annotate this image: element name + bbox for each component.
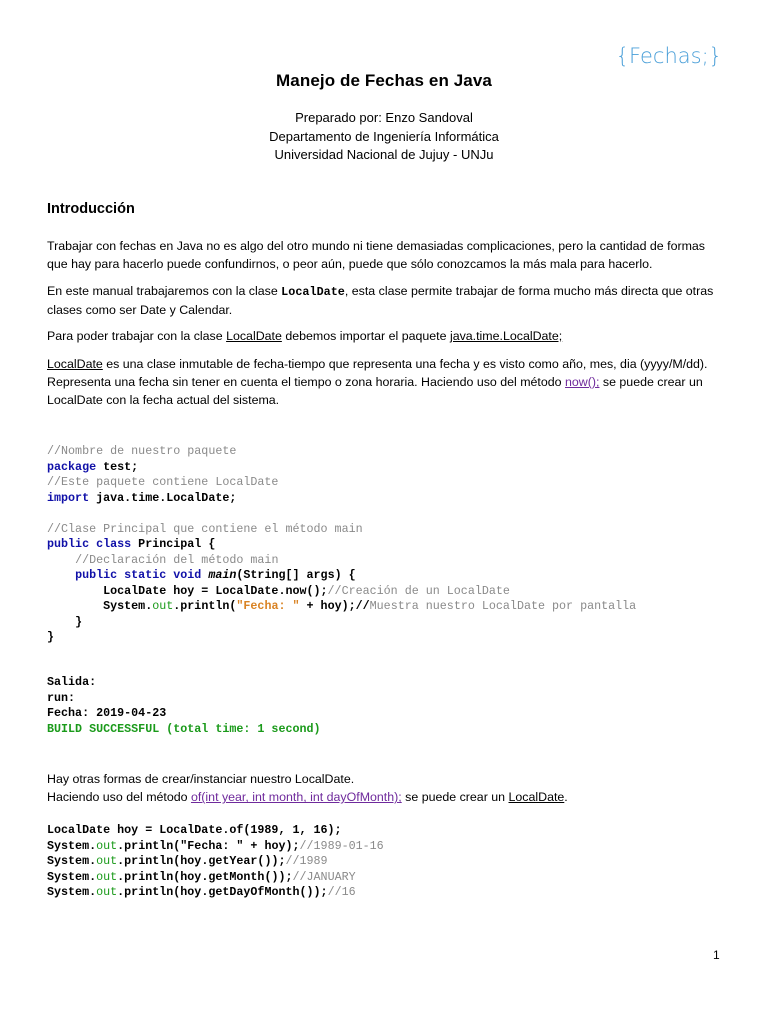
code-string: "Fecha: "	[236, 599, 300, 613]
p3-class-name: LocalDate	[226, 329, 282, 343]
p5-middle: se puede crear un	[401, 790, 509, 805]
page-number: 1	[713, 948, 720, 962]
code-text: System.	[47, 869, 97, 884]
code-comment: //Declaración del método main	[75, 552, 279, 567]
p5-class-name: LocalDate	[508, 790, 565, 805]
section-heading-introduccion: Introducción	[47, 201, 135, 217]
p5-method: of(int year, int month, int dayOfMonth);	[190, 790, 402, 805]
code-text: (String[] args) {	[236, 568, 356, 582]
inline-code-localdate: LocalDate	[281, 285, 345, 299]
code-text: + hoy);//	[299, 599, 370, 613]
code-text: System.	[47, 838, 97, 853]
code-text: .println("Fecha: " + hoy);	[117, 838, 300, 853]
code-field-out: out	[152, 599, 174, 613]
code-field-out: out	[96, 885, 118, 899]
code-comment: Muestra nuestro LocalDate por pantalla	[369, 599, 637, 613]
paragraph-intro: Trabajar con fechas en Java no es algo del otro mundo ni tiene demasiadas complicaciones, pero la cantidad de formas que hay para hacerlo puede confundirnos, o peor aún, puede que sólo conozcamos la más mala para hacerlo.	[47, 239, 706, 272]
code-method-name: main	[208, 568, 237, 582]
code-comment: //Clase Principal que contiene el método main	[47, 521, 363, 536]
code-comment: //16	[327, 885, 356, 899]
prepared-by: Preparado por: Enzo Sandoval	[295, 110, 473, 125]
code-keyword: package	[47, 459, 97, 474]
code-text: System.	[47, 885, 97, 899]
p5-line1: Hay otras formas de crear/instanciar nuestro LocalDate.	[47, 772, 355, 786]
output-block	[47, 675, 321, 737]
p4-after: se puede crear un LocalDate con la fecha actual del sistema.	[47, 375, 703, 408]
department: Departamento de Ingeniería Informática	[269, 128, 499, 144]
p5-before: Haciendo uso del método	[47, 790, 191, 805]
code-block-main	[47, 444, 636, 646]
paragraph-localdate-description	[47, 355, 723, 410]
code-text: java.time.LocalDate;	[89, 490, 237, 505]
output-build-status: BUILD SUCCESSFUL (total time: 1 second)	[47, 721, 321, 736]
code-text: Principal {	[131, 537, 216, 551]
code-field-out: out	[96, 838, 118, 853]
author-block	[0, 109, 768, 165]
code-comment: //Este paquete contiene LocalDate	[47, 475, 279, 489]
p5-after: .	[564, 790, 568, 805]
code-comment: //Nombre de nuestro paquete	[47, 444, 237, 458]
code-text: .println(	[173, 599, 237, 613]
paragraph-other-forms	[47, 770, 723, 806]
code-comment: //1989	[285, 854, 328, 868]
code-text: .println(hoy.getMonth());	[117, 869, 293, 884]
p2-before: En este manual trabajaremos con la clase	[47, 284, 282, 298]
p4-text: es una clase inmutable de fecha-tiempo que representa una fecha y es visto como año, mes, dia (yyyy/M/dd). Representa una fecha sin tener en cuenta el tiempo o zona horaria. Haciendo uso del método	[47, 357, 708, 390]
p3-before: Para poder trabajar con la clase	[47, 329, 227, 343]
p4-method: now();	[565, 375, 600, 390]
p3-package: java.time.LocalDate;	[449, 329, 563, 343]
paragraph-import	[47, 327, 723, 345]
code-text: LocalDate hoy = LocalDate.of(1989, 1, 16);	[47, 823, 342, 837]
code-block-of	[47, 823, 384, 901]
code-text: test;	[96, 459, 139, 474]
paragraph-localdate-class	[47, 282, 723, 319]
code-comment: //JANUARY	[292, 869, 356, 884]
code-text: .println(hoy.getDayOfMonth());	[117, 885, 328, 899]
output-fecha: Fecha: 2019-04-23	[47, 706, 167, 720]
p3-middle: debemos importar el paquete	[281, 329, 450, 343]
code-text: LocalDate hoy = LocalDate.now();	[103, 583, 328, 598]
code-text: System.	[103, 599, 153, 613]
p2-after: , esta clase permite trabajar de forma mucho más directa que otras clases como ser Date y Calendar.	[47, 284, 714, 318]
header-tag: {Fechas;}	[615, 44, 722, 68]
code-text: System.	[47, 854, 97, 868]
code-keyword: public static void	[75, 568, 202, 582]
code-field-out: out	[96, 854, 118, 868]
code-text: }	[47, 630, 55, 644]
code-text: }	[75, 614, 83, 629]
university: Universidad Nacional de Jujuy - UNJu	[274, 147, 494, 162]
code-keyword: public class	[47, 537, 132, 551]
p4-class-name: LocalDate	[47, 357, 103, 371]
code-comment: //1989-01-16	[299, 838, 384, 853]
output-run: run:	[47, 690, 76, 705]
code-field-out: out	[96, 869, 118, 884]
code-text: .println(hoy.getYear());	[117, 854, 286, 868]
code-keyword: import	[47, 490, 90, 505]
document-title: Manejo de Fechas en Java	[276, 71, 492, 90]
output-label: Salida:	[47, 675, 97, 689]
code-comment: //Creación de un LocalDate	[327, 583, 510, 598]
